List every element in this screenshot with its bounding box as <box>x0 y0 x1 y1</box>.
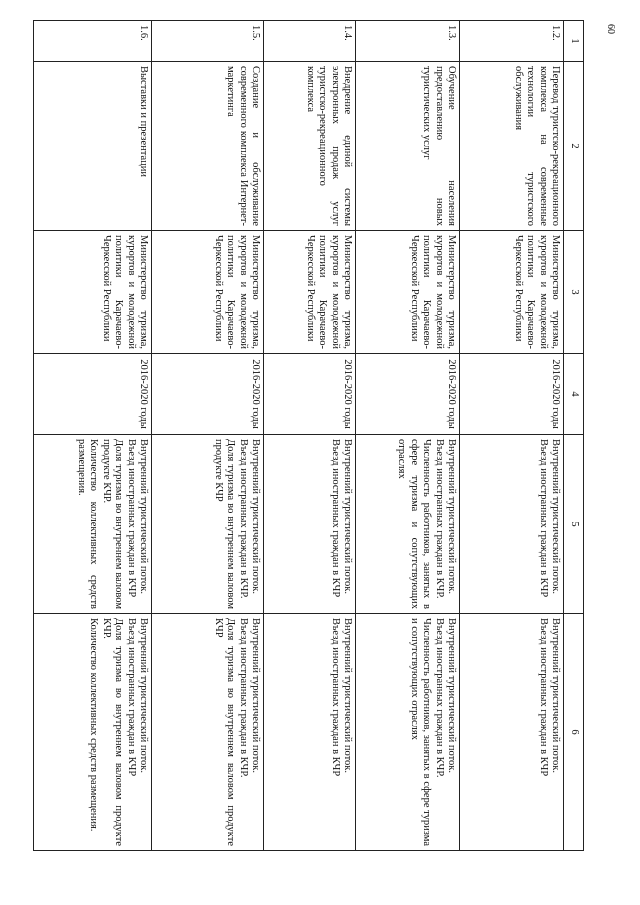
indicator-line: Численность работников, занятых в сфере туризма и сопутствующих отраслях <box>396 439 433 609</box>
row-number: 1.3. <box>356 21 460 62</box>
table-row <box>34 21 152 851</box>
indicators-cell-6 <box>356 614 460 851</box>
indicator-line: Въезд иностранных граждан в КЧР. <box>238 618 249 778</box>
executor-cell: Министерство туризма, курортов и молодежной политики Карачаево-Черкесской Республики <box>356 231 460 354</box>
indicator-line: Въезд иностранных граждан в КЧР <box>330 618 341 777</box>
period-cell: 2016-2020 годы <box>460 354 564 435</box>
header-row <box>564 21 584 851</box>
indicator-line: Въезд иностранных граждан в КЧР <box>126 439 137 598</box>
indicators-cell <box>356 435 460 614</box>
table-row <box>356 21 460 851</box>
indicators-cell-6 <box>34 614 152 851</box>
indicator-line: Количество коллективных средств размещения. <box>76 439 100 609</box>
indicator-line: Доля туризма во внутреннем валовом продукте КЧР <box>213 439 237 609</box>
measure-cell: Обучение населения предоставлению новых туристических услуг <box>356 62 460 231</box>
indicators-cell-6 <box>152 614 264 851</box>
executor-cell: Министерство туризма, курортов и молодежной политики Карачаево-Черкесской Республики <box>152 231 264 354</box>
header-col-3: 3 <box>564 231 584 354</box>
indicator-line: Доля туризма во внутреннем валовом продукте КЧР <box>213 618 237 846</box>
measure-cell: Перевод туристско-рекреационного комплекса на современные технологии туристского обслуживания <box>460 62 564 231</box>
executor-cell: Министерство туризма, курортов и молодежной политики Карачаево-Черкесской Республики <box>460 231 564 354</box>
indicator-line: Въезд иностранных граждан в КЧР <box>538 618 549 777</box>
measures-table <box>34 20 585 851</box>
table-row <box>460 21 564 851</box>
indicators-cell <box>264 435 356 614</box>
row-number: 1.2. <box>460 21 564 62</box>
indicators-cell-6 <box>264 614 356 851</box>
indicators-cell <box>34 435 152 614</box>
indicator-line: Доля туризма во внутреннем валовом продукте КЧР. <box>101 618 125 846</box>
table-row <box>264 21 356 851</box>
indicator-line: Внутренний туристический поток. <box>138 618 150 774</box>
indicator-line: Въезд иностранных граждан в КЧР <box>126 618 137 777</box>
indicator-line: Внутренний туристический поток. <box>250 618 262 774</box>
period-cell: 2016-2020 годы <box>356 354 460 435</box>
header-col-4: 4 <box>564 354 584 435</box>
table-container <box>48 20 584 846</box>
indicator-line: Въезд иностранных граждан в КЧР <box>330 439 341 598</box>
indicator-line: Внутренний туристический поток. <box>342 618 354 774</box>
indicators-cell <box>152 435 264 614</box>
header-col-5: 5 <box>564 435 584 614</box>
measure-cell: Создание и обслуживание современного комплекса Интернет-маркетинга <box>152 62 264 231</box>
indicator-line: Внутренний туристический поток. <box>138 439 150 595</box>
period-cell: 2016-2020 годы <box>264 354 356 435</box>
measure-cell: Выставки и презентации <box>34 62 152 231</box>
measure-cell: Внедрение единой системы электронных продаж услуг туристско-рекреационного комплекса <box>264 62 356 231</box>
row-number: 1.4. <box>264 21 356 62</box>
row-number: 1.5. <box>152 21 264 62</box>
indicators-cell <box>460 435 564 614</box>
header-col-2: 2 <box>564 62 584 231</box>
header-col-6: 6 <box>564 614 584 851</box>
indicator-line: Количество коллективных средств размещения. <box>88 618 100 832</box>
indicator-line: Въезд иностранных граждан в КЧР. <box>434 439 445 599</box>
indicator-line: Внутренний туристический поток. <box>446 439 458 595</box>
indicators-cell-6 <box>460 614 564 851</box>
executor-cell: Министерство туризма, курортов и молодежной политики Карачаево-Черкесской Республики <box>264 231 356 354</box>
indicator-line: Внутренний туристический поток. <box>550 439 562 595</box>
table-row <box>152 21 264 851</box>
indicator-line: Внутренний туристический поток. <box>446 618 458 774</box>
indicator-line: Доля туризма во внутреннем валовом продукте КЧР. <box>101 439 125 609</box>
executor-cell: Министерство туризма, курортов и молодежной политики Карачаево-Черкесской Республики <box>34 231 152 354</box>
indicator-line: Въезд иностранных граждан в КЧР. <box>434 618 445 778</box>
period-cell: 2016-2020 годы <box>34 354 152 435</box>
header-col-1: 1 <box>564 21 584 62</box>
page-number: 60 <box>605 24 616 34</box>
indicator-line: Внутренний туристический поток. <box>250 439 262 595</box>
indicator-line: Внутренний туристический поток. <box>550 618 562 774</box>
indicator-line: Численность работников, занятых в сфере туризма и сопутствующих отраслях <box>409 618 433 846</box>
period-cell: 2016-2020 годы <box>152 354 264 435</box>
indicator-line: Въезд иностранных граждан в КЧР <box>538 439 549 598</box>
indicator-line: Внутренний туристический поток. <box>342 439 354 595</box>
row-number: 1.6. <box>34 21 152 62</box>
indicator-line: Въезд иностранных граждан в КЧР. <box>238 439 249 599</box>
